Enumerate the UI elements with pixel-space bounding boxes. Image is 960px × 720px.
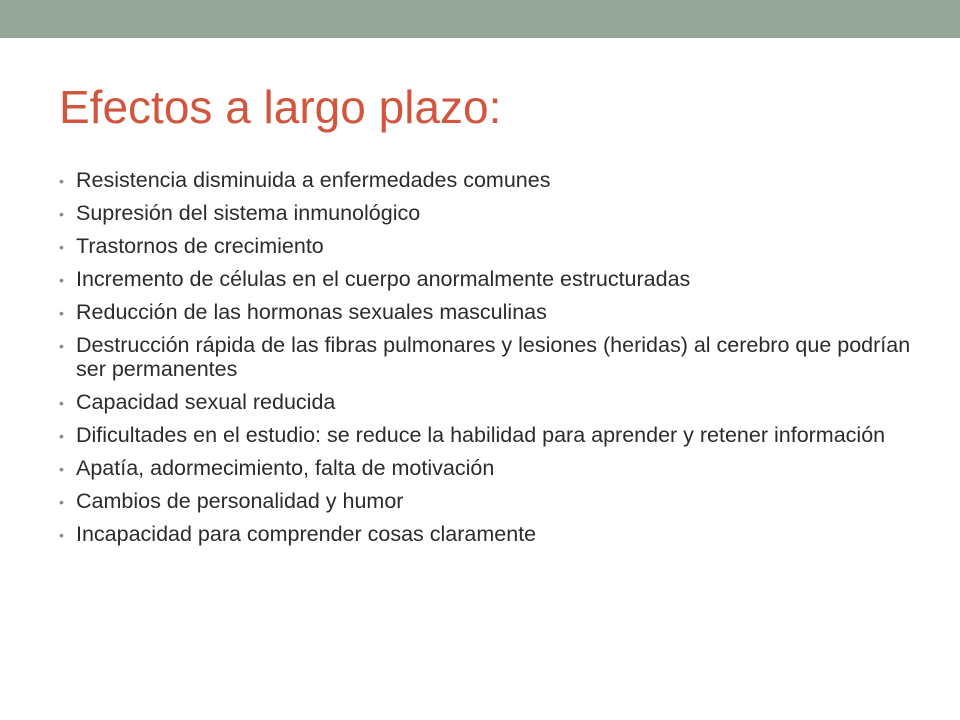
bullet-text: Reducción de las hormonas sexuales masculinas [76,300,547,324]
bullet-point-icon: • [59,527,64,543]
bullet-item [59,423,939,447]
top-accent-bar [0,0,960,38]
bullet-item [59,234,939,258]
bullet-point-icon: • [59,461,64,477]
bullet-point-icon: • [59,173,64,189]
bullet-item [59,522,939,546]
bullet-point-icon: • [59,305,64,321]
bullet-point-icon: • [59,395,64,411]
bullet-text: Cambios de personalidad y humor [76,489,404,513]
bullet-item [59,489,939,513]
bullet-list [59,168,939,555]
bullet-text: Incremento de células en el cuerpo anormalmente estructuradas [76,267,691,291]
bullet-item [59,456,939,480]
bullet-text: Destrucción rápida de las fibras pulmonares y lesiones (heridas) al cerebro que podrían ser permanentes [76,333,911,381]
bullet-item [59,300,939,324]
bullet-item [59,201,939,225]
bullet-item [59,267,939,291]
bullet-point-icon: • [59,428,64,444]
bullet-text: Capacidad sexual reducida [76,390,336,414]
bullet-point-icon: • [59,338,64,354]
bullet-point-icon: • [59,494,64,510]
bullet-item [59,168,939,192]
bullet-point-icon: • [59,239,64,255]
bullet-item [59,390,939,414]
bullet-text: Supresión del sistema inmunológico [76,201,421,225]
bullet-text: Dificultades en el estudio: se reduce la habilidad para aprender y retener información [76,423,886,447]
bullet-text: Trastornos de crecimiento [76,234,324,258]
slide-title: Efectos a largo plazo: [59,81,502,133]
bullet-text: Incapacidad para comprender cosas claramente [76,522,537,546]
bullet-text: Resistencia disminuida a enfermedades comunes [76,168,551,192]
bullet-item [59,333,939,381]
bullet-text: Apatía, adormecimiento, falta de motivación [76,456,495,480]
bullet-point-icon: • [59,206,64,222]
bullet-point-icon: • [59,272,64,288]
